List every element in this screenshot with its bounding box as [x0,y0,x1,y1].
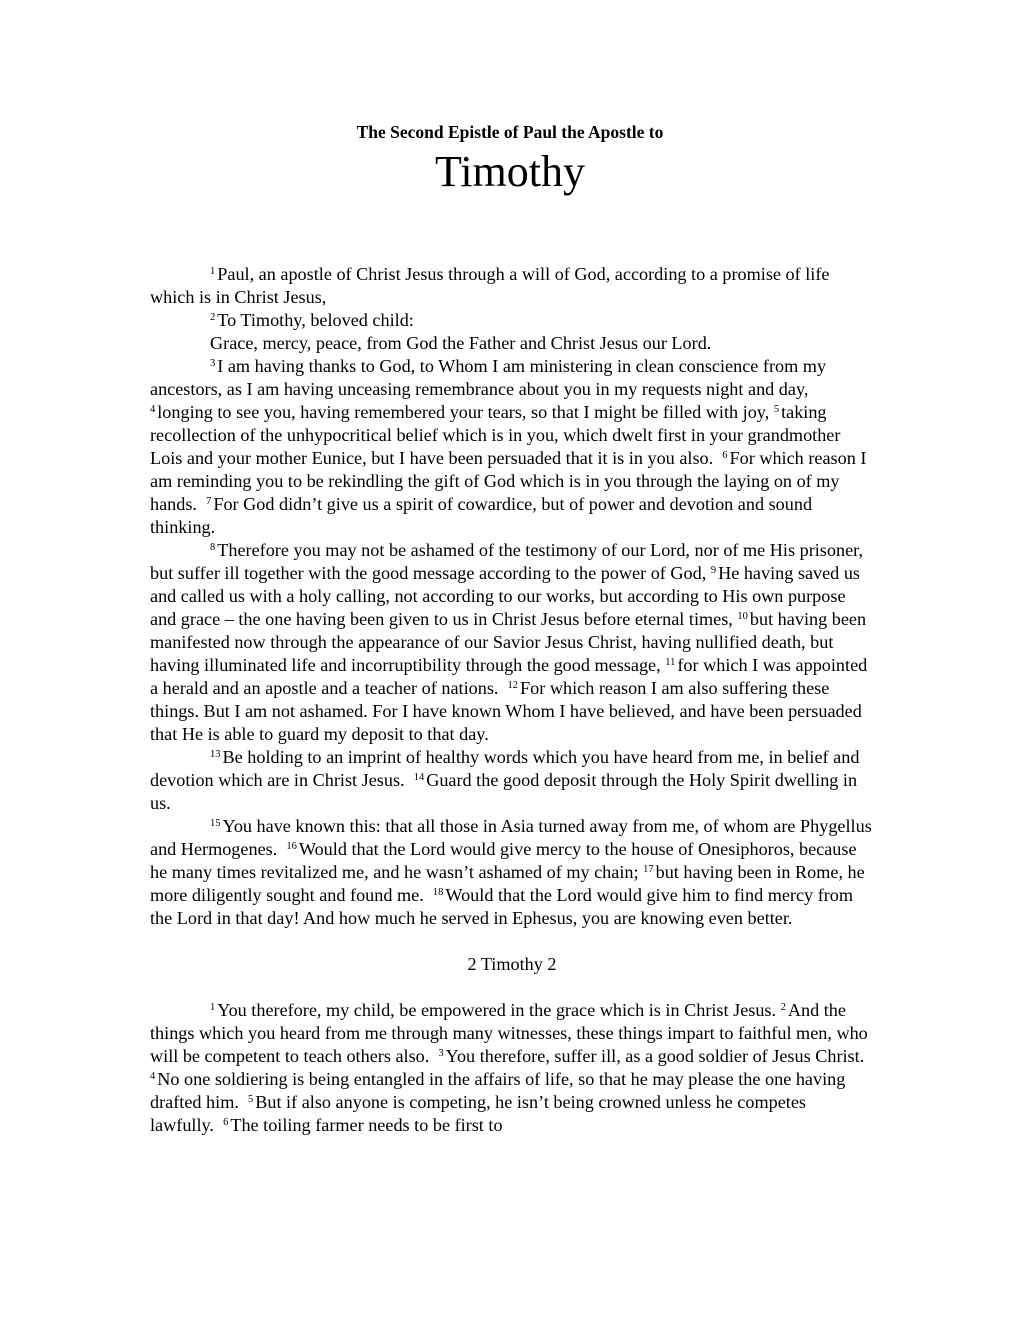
verse-number: 3 [438,1048,444,1059]
verse-number: 12 [507,680,519,691]
verse-number: 7 [206,496,212,507]
verse-text: You have known this: that all those in Asia turned away from me, of whom are Phygellus and Hermogenes. [150,816,872,859]
paragraph [150,746,874,815]
verse-number: 15 [210,818,221,829]
verse-text: for which I was appointed a herald and an apostle and a teacher of nations. [150,655,868,698]
verse-number: 6 [722,450,728,461]
paragraph [150,999,874,1137]
verse-number: 5 [247,1094,254,1105]
verse-text: The toiling farmer needs to be first to [230,1115,503,1135]
verse-number: 13 [210,749,221,760]
verse-number: 9 [710,565,717,576]
verse-text: taking recollection of the unhypocritical belief which is in you, which dwelt first in your grandmother Lois and your mother Eunice, but I have been persuaded that it is in you also. [150,402,841,468]
verse-text: Would that the Lord would give him to find mercy from the Lord in that day! And how much he served in Ephesus, you are knowing even better. [150,885,854,928]
verse-text: For which reason I am reminding you to be rekindling the gift of God which is in you through the laying on of my hands. [150,448,867,514]
verse-text: No one soldiering is being entangled in the affairs of life, so that he may please the one having drafted him. [150,1069,846,1112]
paragraph [150,263,874,309]
paragraph [150,332,874,355]
verse-text: Would that the Lord would give mercy to the house of Onesiphoros, because he many times revitalized me, and he wasn’t ashamed of my chain; [150,839,857,882]
verse-text: To Timothy, beloved child: [217,310,414,330]
chapter-text [150,263,874,1137]
verse-text: Be holding to an imprint of healthy words which you have heard from me, in belief and devotion which are in Christ Jesus. [150,747,860,790]
verse-number: 11 [665,657,676,668]
verse-text: Therefore you may not be ashamed of the testimony of our Lord, nor of me His prisoner, but suffer ill together with the good message according to the power of God, [150,540,864,583]
verse-text: But if also anyone is competing, he isn’t being crowned unless he competes lawfully. [150,1092,806,1135]
verse-text: You therefore, suffer ill, as a good soldier of Jesus Christ. [445,1046,865,1066]
book-superscription: The Second Epistle of Paul the Apostle to [356,122,664,142]
verse-text: but having been manifested now through the appearance of our Savior Jesus Christ, having nullified death, but having illuminated life and incorruptibility through the good message, [150,609,867,675]
paragraph [150,309,874,332]
verse-text: Paul, an apostle of Christ Jesus through a will of God, according to a promise of life which is in Christ Jesus, [150,264,830,307]
verse-number: 17 [643,864,654,875]
verse-number: 14 [413,772,425,783]
verse-number: 2 [210,312,216,323]
verse-number: 3 [210,358,216,369]
verse-number: 1 [210,266,216,277]
verse-number: 5 [773,404,780,415]
paragraph [150,355,874,539]
verse-text: You therefore, my child, be empowered in the grace which is in Christ Jesus. [217,1000,777,1020]
verse-number: 6 [223,1117,229,1128]
verse-number: 2 [780,1002,786,1013]
paragraph [150,815,874,930]
verse-text: Guard the good deposit through the Holy Spirit dwelling in us. [150,770,858,813]
verse-text: but having been in Rome, he more diligently sought and found me. [150,862,865,905]
verse-text: He having saved us and called us with a holy calling, not according to our works, but according to His own purpose and grace – the one having been given to us in Christ Jesus before eternal times, [150,563,860,629]
verse-number: 18 [432,887,444,898]
verse-text: For God didn’t give us a spirit of cowardice, but of power and devotion and sound thinking. [150,494,813,537]
verse-text: For which reason I am also suffering these things. But I am not ashamed. For I have known Whom I have believed, and have been persuaded that He is able to guard my deposit to that day. [150,678,862,744]
verse-number: 16 [286,841,297,852]
verse-number: 8 [210,542,216,553]
verse-text: longing to see you, having remembered your tears, so that I might be filled with joy, [157,402,770,422]
book-title: Timothy [434,147,585,196]
verse-number: 1 [210,1002,216,1013]
chapter-heading: 2 Timothy 2 [467,954,557,974]
verse-number: 4 [150,1071,156,1082]
verse-number: 10 [737,611,748,622]
paragraph [150,539,874,746]
verse-text: I am having thanks to God, to Whom I am ministering in clean conscience from my ancestors, as I am having unceasing remembrance about you in my requests night and day, [150,356,827,399]
verse-text: Grace, mercy, peace, from God the Father and Christ Jesus our Lord. [210,333,712,353]
verse-text: And the things which you heard from me through many witnesses, these things impart to faithful men, who will be competent to teach others also. [150,1000,868,1066]
verse-number: 4 [150,404,156,415]
